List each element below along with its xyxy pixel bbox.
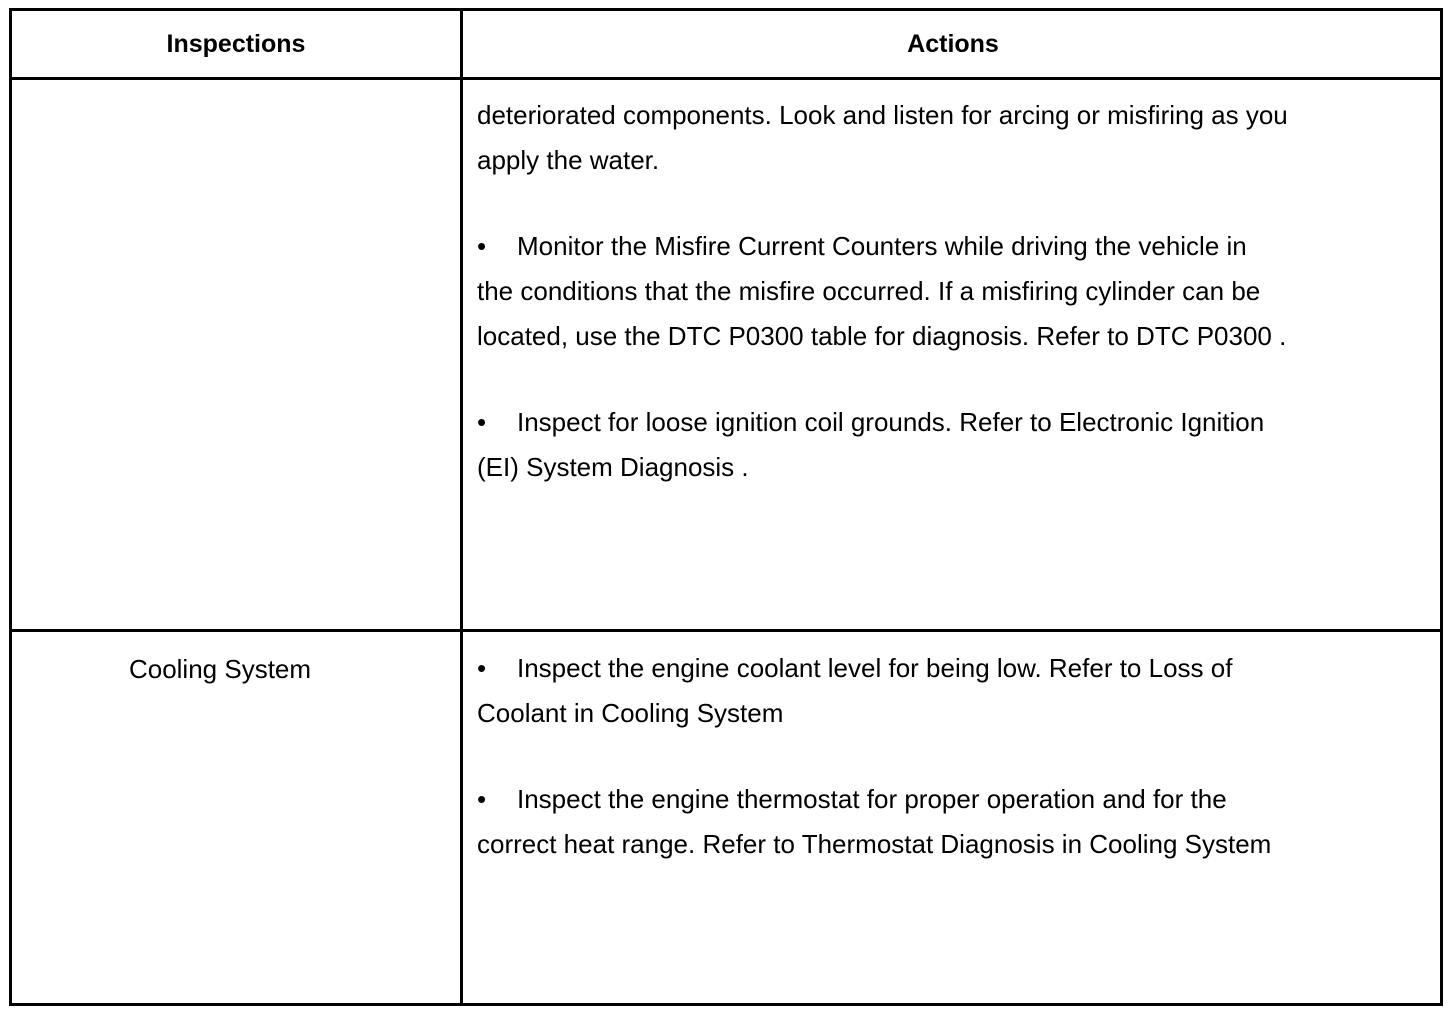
header-actions: Actions: [907, 30, 999, 58]
action-bullet-item: [477, 400, 1357, 490]
action-line: apply the water.: [477, 145, 660, 175]
column-divider: [460, 11, 463, 1003]
bullet-icon: •: [477, 653, 487, 683]
row-2-actions: [477, 646, 1357, 867]
row-1-actions: [477, 93, 1357, 490]
header-inspections: Inspections: [166, 30, 306, 58]
action-bullet-item: [477, 224, 1357, 359]
action-paragraph: [477, 93, 1357, 183]
row-divider: [12, 629, 1440, 632]
action-line: located, use the DTC P0300 table for diagnosis. Refer to DTC P0300 .: [477, 321, 1287, 351]
action-line: the conditions that the misfire occurred. If a misfiring cylinder can be: [477, 276, 1261, 306]
bullet-icon: •: [477, 407, 487, 437]
bullet-icon: •: [477, 784, 487, 814]
inspections-table: [9, 8, 1443, 1006]
action-line: Inspect the engine coolant level for being low. Refer to Loss of: [517, 653, 1233, 683]
action-line: Monitor the Misfire Current Counters while driving the vehicle in: [517, 231, 1247, 261]
action-bullet-item: [477, 777, 1357, 867]
action-line: correct heat range. Refer to Thermostat Diagnosis in Cooling System: [477, 829, 1272, 859]
action-line: Coolant in Cooling System: [477, 698, 784, 728]
action-line: Inspect the engine thermostat for proper operation and for the: [517, 784, 1227, 814]
action-line: deteriorated components. Look and listen for arcing or misfiring as you: [477, 100, 1288, 130]
action-bullet-item: [477, 646, 1357, 736]
row-2-inspection: Cooling System: [128, 654, 312, 684]
action-line: Inspect for loose ignition coil grounds. Refer to Electronic Ignition: [517, 407, 1265, 437]
bullet-icon: •: [477, 231, 487, 261]
action-line: (EI) System Diagnosis .: [477, 452, 749, 482]
header-divider: [12, 77, 1440, 80]
